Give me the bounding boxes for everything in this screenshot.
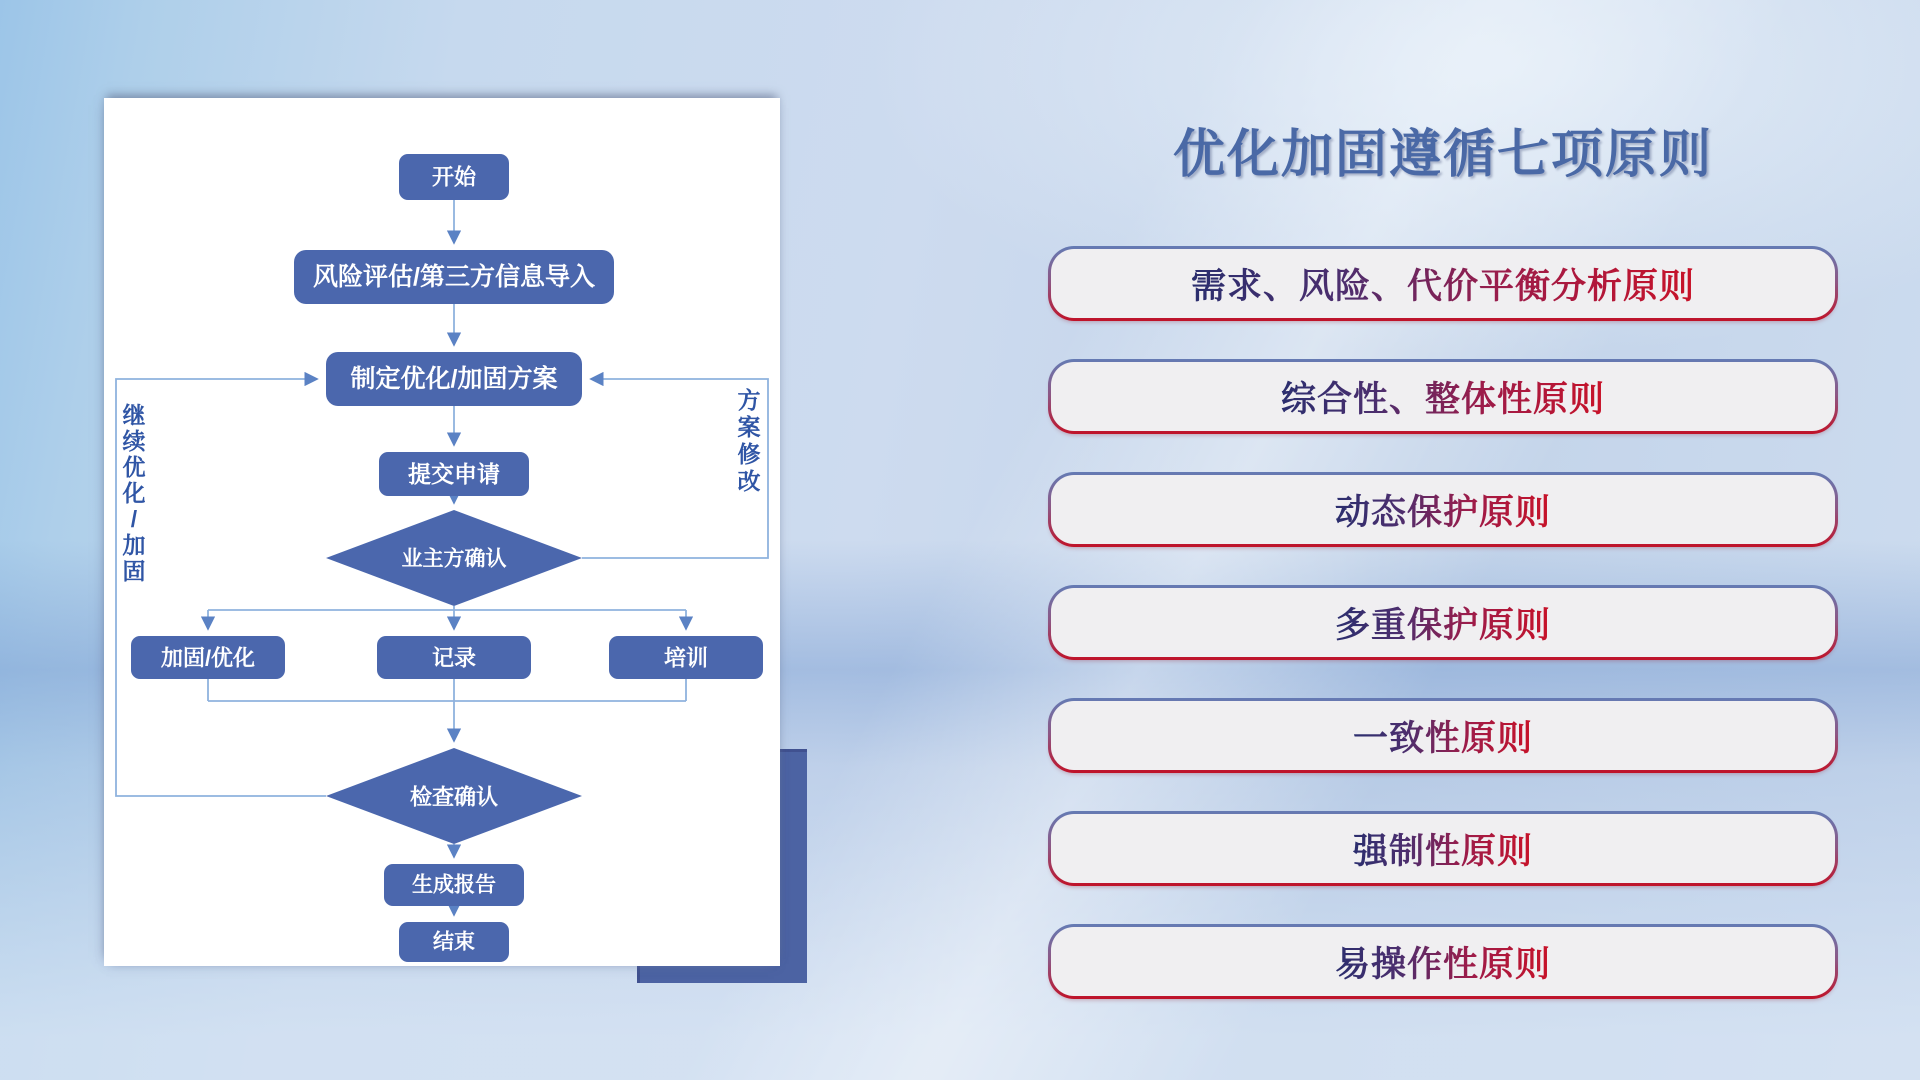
node-training-label: 培训: [663, 645, 709, 671]
loop-label-continue-optimize: 继续优化/加固: [122, 402, 146, 584]
principle-box-7: [1048, 924, 1838, 999]
principle-2-label: 综合性、整体性原则: [1281, 372, 1605, 422]
node-risk-label: 风险评估/第三方信息导入: [313, 263, 595, 291]
principle-box-6: [1048, 811, 1838, 886]
node-start-label: 开始: [431, 164, 477, 190]
node-plan-label: 制定优化/加固方案: [350, 365, 558, 393]
principle-box-6-inner: [1051, 814, 1835, 883]
principle-6-label: 强制性原则: [1353, 824, 1533, 874]
principle-box-1: [1048, 246, 1838, 321]
flowchart-card: [104, 98, 780, 966]
principle-1-label: 需求、风险、代价平衡分析原则: [1191, 259, 1695, 309]
page-title: 优化加固遵循七项原则: [1172, 126, 1713, 184]
principle-box-7-inner: [1051, 927, 1835, 996]
principle-box-4: [1048, 585, 1838, 660]
node-end-label: 结束: [433, 930, 475, 954]
node-record-label: 记录: [431, 645, 477, 671]
node-submit-label: 提交申请: [408, 461, 500, 487]
principle-box-2-inner: [1051, 362, 1835, 431]
node-report-label: 生成报告: [412, 873, 496, 897]
loop-continue-optimize: [116, 379, 326, 796]
loop-label-plan-revision: 方案修改: [737, 387, 761, 494]
principle-box-3: [1048, 472, 1838, 547]
flowchart: [104, 98, 780, 966]
principles-list: [1048, 246, 1838, 999]
principle-box-2: [1048, 359, 1838, 434]
principle-box-5-inner: [1051, 701, 1835, 770]
node-reinforce-label: 加固/优化: [160, 645, 256, 671]
principle-4-label: 多重保护原则: [1335, 598, 1551, 648]
node-check-confirm-label: 检查确认: [409, 784, 499, 810]
principle-box-3-inner: [1051, 475, 1835, 544]
principle-box-5: [1048, 698, 1838, 773]
principle-5-label: 一致性原则: [1353, 711, 1533, 761]
principle-7-label: 易操作性原则: [1335, 937, 1551, 987]
principle-3-label: 动态保护原则: [1335, 485, 1551, 535]
principle-box-1-inner: [1051, 249, 1835, 318]
principle-box-4-inner: [1051, 588, 1835, 657]
node-owner-confirm-label: 业主方确认: [401, 547, 507, 571]
